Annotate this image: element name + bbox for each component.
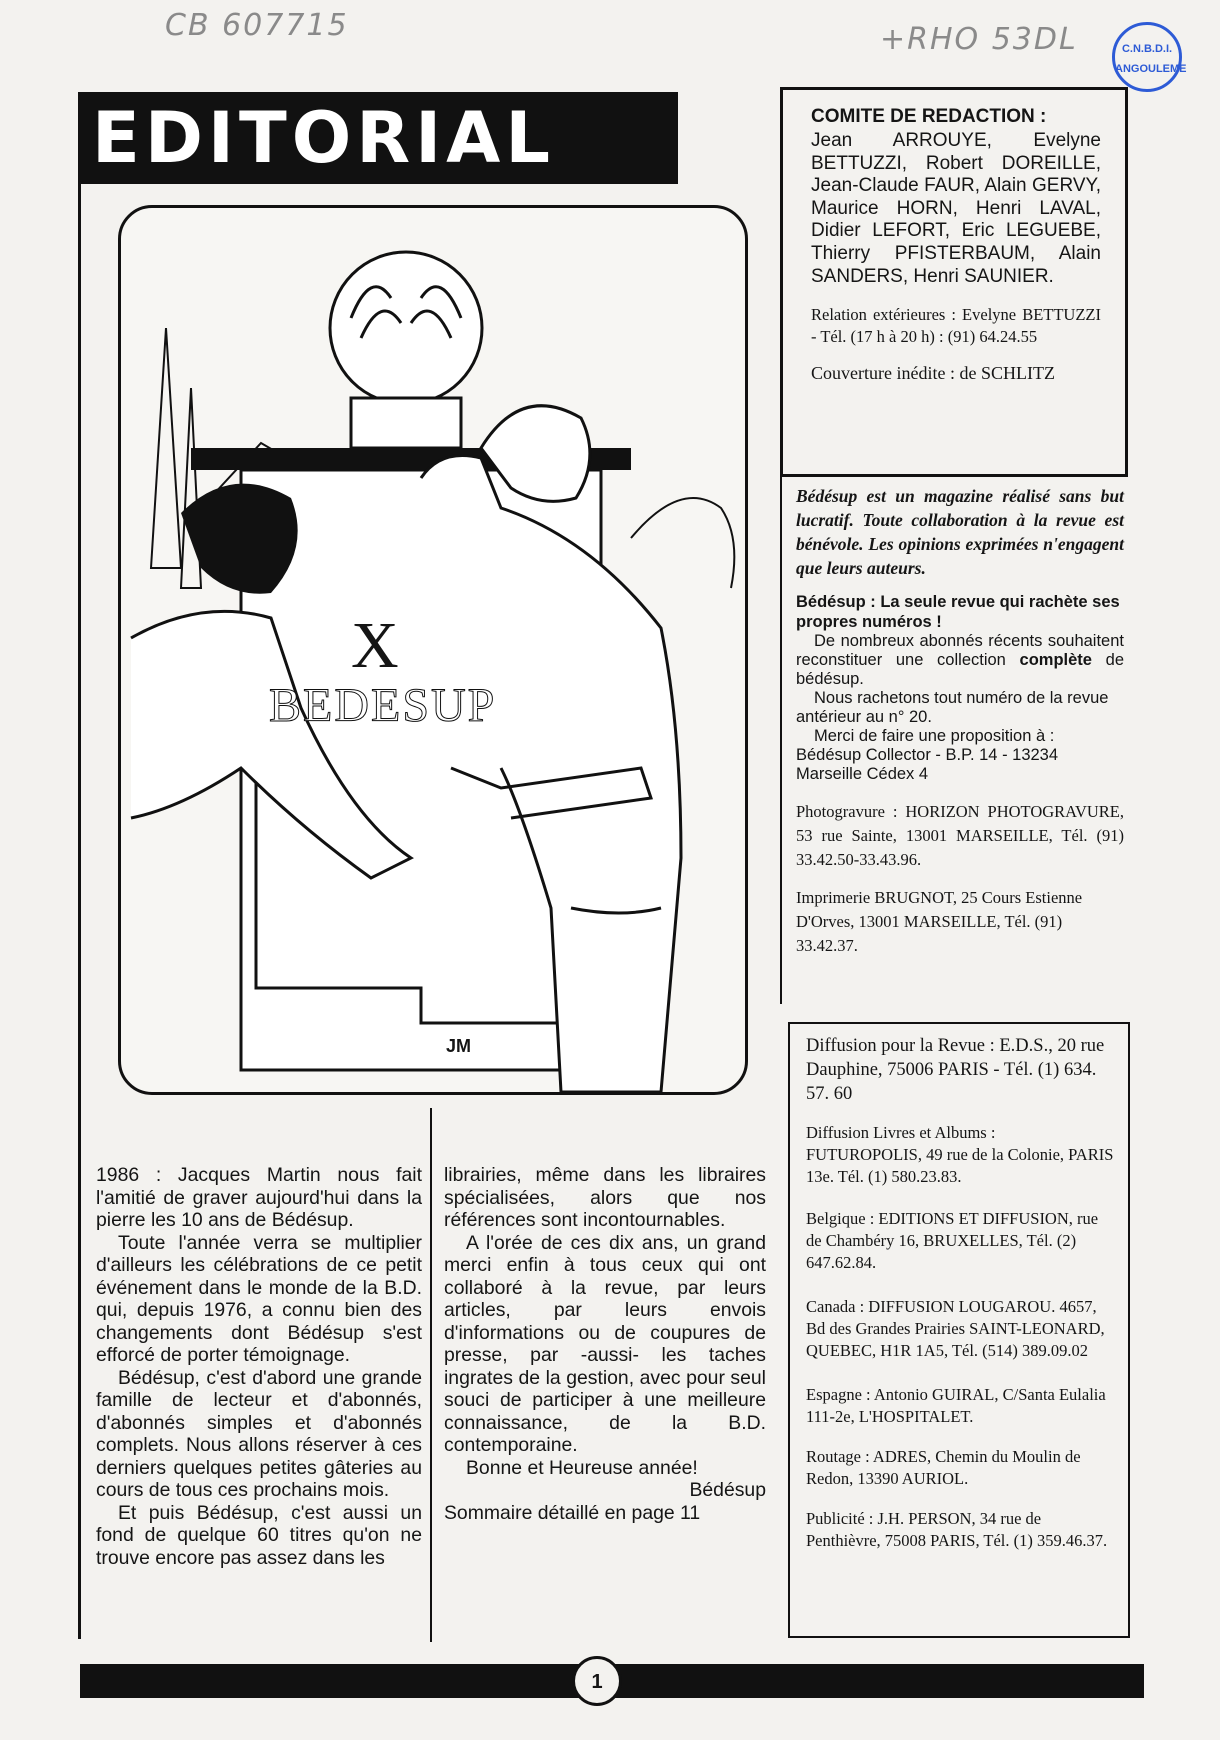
distribution-canada: Canada : DIFFUSION LOUGAROU. 4657, Bd des Grandes Prairies SAINT-LEONARD, QUEBEC, H1R 1A5, Tél. (514) 389.09.02 — [806, 1297, 1105, 1360]
info-side-rule — [780, 477, 782, 1004]
committee-box — [780, 87, 1128, 477]
distribution-box — [788, 1022, 1130, 1638]
distribution-list — [806, 1034, 1114, 1552]
editorial-paragraph: A l'orée de ces dix ans, un grand merci enfin à tous ceux qui ont collaboré à la revue, par leurs articles, par leurs envois d'informations ou de coupures de presse, par -aussi- les taches ingrates de la gestion, avec pour seul souci de participer à une meilleure connaissance, de la B.D. contemporaine. — [444, 1231, 766, 1456]
buyback-bold: complète — [1019, 651, 1092, 669]
buyback-address: Merci de faire une proposition à : Bédésup Collector - B.P. 14 - 13234 Marseille Cédex 4 — [796, 727, 1059, 783]
plaque-mark: X — [351, 609, 399, 682]
relations-info: Relation extérieures : Evelyne BETTUZZI - Tél. (17 h à 20 h) : (91) 64.24.55 — [811, 305, 1101, 347]
cover-credit: Couverture inédite : de SCHLITZ — [811, 363, 1055, 384]
distribution-routage: Routage : ADRES, Chemin du Moulin de Redon, 13390 AURIOL. — [806, 1447, 1081, 1488]
committee-heading: COMITE DE REDACTION : — [811, 106, 1047, 127]
info-section — [796, 484, 1124, 958]
illustration-drawing — [121, 208, 745, 1092]
editorial-paragraph: Bédésup, c'est d'abord une grande famille de lecteur et d'abonnés, d'abonnés simples et d'abonnés complets. Nous allons réserver à ces derniers quelques petites gâteries au cours de tous ces prochains mois. — [96, 1366, 422, 1501]
editorial-column-right — [444, 1164, 766, 1524]
library-stamp — [1112, 22, 1187, 92]
nonprofit-note: Bédésup est un magazine réalisé sans but lucratif. Toute collaboration à la revue est bénévole. Les opinions exprimées n'engagent que leurs auteurs. — [796, 486, 1124, 578]
plaque-banner-text: BEDESUP — [269, 679, 497, 732]
editorial-paragraph: librairies, même dans les libraires spécialisées, alors que nos références sont incontournables. — [444, 1164, 766, 1231]
shelf-annotation: +RHO 53DL — [880, 22, 1078, 57]
editorial-signature: Bédésup — [689, 1479, 766, 1501]
editorial-column-left — [96, 1164, 422, 1569]
column-divider — [430, 1108, 432, 1642]
editorial-paragraph: Et puis Bédésup, c'est aussi un fond de quelque 60 titres qu'on ne trouve encore pas assez dans les — [96, 1501, 422, 1569]
photogravure-credit: Photogravure : HORIZON PHOTOGRAVURE, 53 rue Sainte, 13001 MARSEILLE, Tél. (91) 33.42.50-33.43.96. — [796, 802, 1124, 869]
cover-illustration — [118, 205, 748, 1095]
left-frame-rule — [78, 184, 81, 1639]
buyback-text — [796, 632, 1124, 689]
buyback-rule: Nous rachetons tout numéro de la revue antérieur au n° 20. — [796, 689, 1109, 726]
buyback-text-1: De nombreux abonnés récents souhaitent reconstituer une collection — [796, 632, 1124, 669]
stamp-text: C.N.B.D.I. ANGOULEME — [1115, 43, 1187, 75]
distribution-belgique: Belgique : EDITIONS ET DIFFUSION, rue de Chambéry 16, BRUXELLES, Tél. (2) 647.62.84. — [806, 1209, 1099, 1272]
page-number: 1 — [572, 1656, 622, 1706]
artist-signature: JM — [446, 1036, 472, 1056]
committee-members: Jean ARROUYE, Evelyne BETTUZZI, Robert DOREILLE, Jean-Claude FAUR, Alain GERVY, Maurice HORN, Henri LAVAL, Didier LEFORT, Eric LEGUEBE, Thierry PFISTERBAUM, Alain SANDERS, Henri SAUNIER. — [811, 130, 1101, 287]
editorial-paragraph: Toute l'année verra se multiplier d'ailleurs les célébrations de ce petit événement dans le monde de la B.D. qui, depuis 1976, a connu bien des changements dont Bédésup s'est efforcé de porter témoignage. — [96, 1231, 422, 1366]
distribution-revue: Diffusion pour la Revue : E.D.S., 20 rue Dauphine, 75006 PARIS - Tél. (1) 634. 57. 60 — [806, 1036, 1105, 1104]
distribution-livres: Diffusion Livres et Albums : FUTUROPOLIS, 49 rue de la Colonie, PARIS 13e. Tél. (1) 580.23.83. — [806, 1123, 1114, 1186]
buyback-text-2: de bédésup. — [796, 651, 1124, 688]
summary-note: Sommaire détaillé en page 11 — [444, 1501, 701, 1524]
buyback-heading: Bédésup : La seule revue qui rachète ses propres numéros ! — [796, 593, 1120, 631]
editorial-paragraph: 1986 : Jacques Martin nous fait l'amitié de graver aujourd'hui dans la pierre les 10 ans de Bédésup. — [96, 1164, 422, 1231]
catalog-annotation: CB 607715 — [165, 8, 349, 43]
editorial-title: EDITORIAL — [78, 92, 678, 184]
distribution-espagne: Espagne : Antonio GUIRAL, C/Santa Eulalia 111-2e, L'HOSPITALET. — [806, 1385, 1106, 1426]
distribution-publicite: Publicité : J.H. PERSON, 34 rue de Penthièvre, 75008 PARIS, Tél. (1) 359.46.37. — [806, 1509, 1108, 1550]
editorial-paragraph: Bonne et Heureuse année! — [466, 1456, 698, 1479]
printer-credit: Imprimerie BRUGNOT, 25 Cours Estienne D'Orves, 13001 MARSEILLE, Tél. (91) 33.42.37. — [796, 888, 1083, 955]
